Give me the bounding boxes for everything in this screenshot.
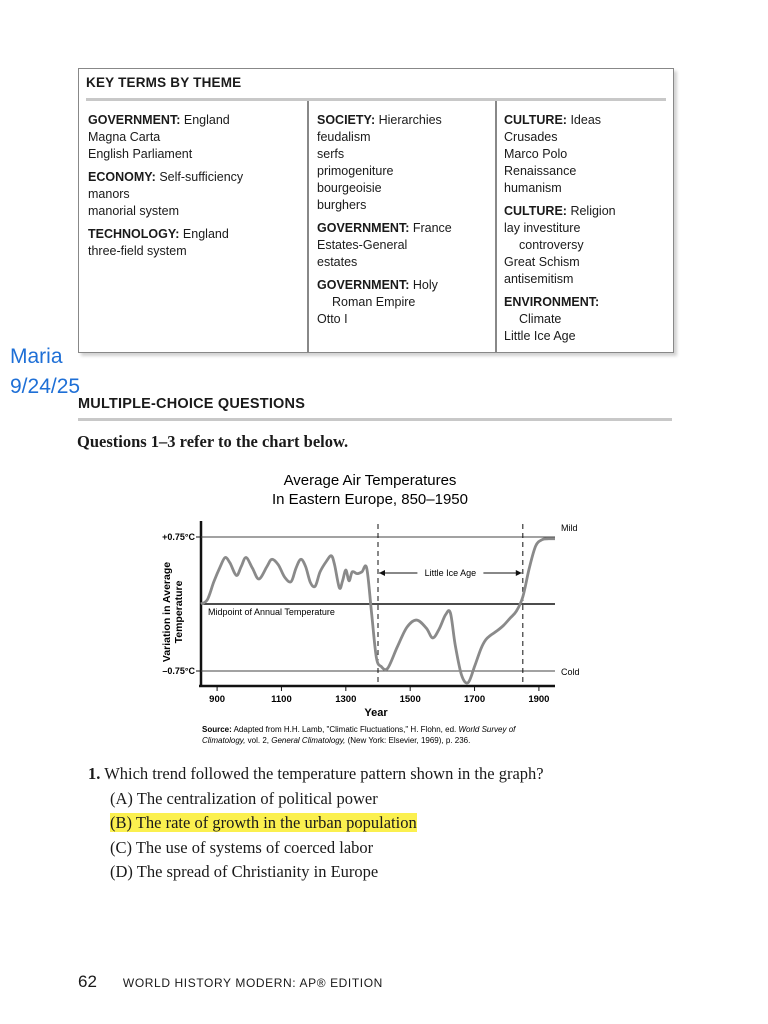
theme-heading: CULTURE: Ideas <box>504 113 602 127</box>
cold-label: Cold <box>561 667 580 677</box>
theme-heading-continued: Roman Empire <box>332 295 416 309</box>
option-text: The spread of Christianity in Europe <box>136 862 379 881</box>
option-text: The centralization of political power <box>136 788 378 808</box>
mc-section-title: MULTIPLE-CHOICE QUESTIONS <box>78 396 306 412</box>
page-footer <box>78 972 383 992</box>
theme-heading: ECONOMY: Self-sufficiency <box>88 170 244 184</box>
option-letter: (B) <box>110 813 132 832</box>
key-term: bourgeoisie <box>317 181 382 195</box>
key-term: Renaissance <box>504 164 577 178</box>
chart-title-line-2: In Eastern Europe, 850–1950 <box>272 491 468 508</box>
key-term: serfs <box>317 147 345 161</box>
key-term: Otto I <box>317 312 348 326</box>
key-term: Little Ice Age <box>504 329 576 343</box>
theme-heading: ENVIRONMENT: <box>504 295 600 309</box>
chart-source-line-2: Climatology, vol. 2, General Climatology, (New York: Elsevier, 1969), p. 236. <box>202 736 471 745</box>
key-term: Marco Polo <box>504 147 568 161</box>
answer-option[interactable] <box>88 787 544 812</box>
option-text: The use of systems of coerced labor <box>135 837 374 857</box>
key-term: Estates-General <box>317 238 408 252</box>
key-term: estates <box>317 255 358 269</box>
temperature-chart <box>140 466 600 748</box>
chart-source: Source: Adapted from H.H. Lamb, "Climatic Fluctuations," H. Flohn, ed. World Survey of <box>202 725 516 734</box>
key-terms-group <box>504 203 616 288</box>
key-terms-group <box>504 112 616 197</box>
theme-heading: GOVERNMENT: France <box>317 221 452 235</box>
key-terms-title: KEY TERMS BY THEME <box>86 75 242 90</box>
x-tick-label: 1100 <box>271 694 292 705</box>
key-terms-group <box>317 112 452 214</box>
theme-heading: GOVERNMENT: Holy <box>317 278 438 292</box>
key-terms-group <box>88 226 243 260</box>
column-divider <box>495 101 497 352</box>
band-label: Little Ice Age <box>424 568 477 578</box>
x-tick-label: 900 <box>209 694 226 705</box>
theme-heading-continued: Climate <box>519 312 562 326</box>
key-term: humanism <box>504 181 562 195</box>
option-text: The rate of growth in the urban population <box>135 813 417 832</box>
key-term: feudalism <box>317 130 371 144</box>
key-term: manors <box>88 187 130 201</box>
key-term: three-field system <box>88 244 187 258</box>
key-terms-column-1 <box>88 112 243 266</box>
y-axis-label-line-1: Variation in Average <box>161 561 173 663</box>
key-terms-group <box>88 169 243 220</box>
key-terms-column-3 <box>504 112 616 351</box>
x-tick-label: 1900 <box>528 694 550 705</box>
option-letter: (A) <box>110 788 133 808</box>
key-terms-column-2 <box>317 112 452 334</box>
x-tick-label: 1700 <box>463 694 486 705</box>
band-arrowhead-left <box>379 570 385 576</box>
key-term: Crusades <box>504 130 558 144</box>
book-title: WORLD HISTORY MODERN: AP® EDITION <box>122 976 383 990</box>
page-number: 62 <box>78 972 97 991</box>
theme-heading: CULTURE: Religion <box>504 204 616 218</box>
x-tick-label: 1300 <box>335 694 357 705</box>
mild-label: Mild <box>561 523 578 533</box>
key-terms-group <box>317 220 452 271</box>
mc-section-rule <box>78 418 672 421</box>
theme-heading: TECHNOLOGY: England <box>88 227 229 241</box>
midpoint-label: Midpoint of Annual Temperature <box>208 607 335 617</box>
key-term: Magna Carta <box>88 130 161 144</box>
x-tick-label: 1500 <box>399 694 421 705</box>
option-letter: (D) <box>110 862 133 881</box>
key-term: English Parliament <box>88 147 193 161</box>
column-divider <box>307 101 309 352</box>
chart-title-line-1: Average Air Temperatures <box>283 472 457 489</box>
theme-heading: SOCIETY: Hierarchies <box>317 113 442 127</box>
y-axis-label-line-2: Temperature <box>173 580 185 644</box>
band-arrowhead-right <box>516 570 522 576</box>
key-terms-group <box>317 277 452 328</box>
x-axis-label: Year <box>364 707 388 719</box>
key-terms-group <box>504 294 616 345</box>
key-term: lay investiture <box>504 221 581 235</box>
handwritten-annotation <box>10 342 80 402</box>
key-term: antisemitism <box>504 272 574 286</box>
option-letter: (C) <box>110 837 132 857</box>
question-1 <box>88 762 544 885</box>
key-term: primogeniture <box>317 164 394 178</box>
answer-option[interactable] <box>88 860 544 885</box>
key-term: Great Schism <box>504 255 580 269</box>
key-terms-title-rule <box>86 98 666 101</box>
annotation-date: 9/24/25 <box>10 375 81 398</box>
questions-intro: Questions 1–3 refer to the chart below. <box>77 432 349 451</box>
key-term-continued: controversy <box>519 238 584 252</box>
answer-option[interactable] <box>88 811 544 836</box>
question-number: 1. <box>88 764 101 783</box>
theme-heading: GOVERNMENT: England <box>88 113 230 127</box>
key-terms-group <box>88 112 243 163</box>
key-term: manorial system <box>88 204 179 218</box>
y-tick-label: +0.75°C <box>162 532 195 542</box>
key-term: burghers <box>317 198 367 212</box>
y-tick-label: –0.75°C <box>162 666 195 676</box>
question-text: Which trend followed the temperature pattern shown in the graph? <box>104 764 544 783</box>
annotation-name: Maria <box>10 345 63 368</box>
answer-option[interactable] <box>88 836 544 861</box>
